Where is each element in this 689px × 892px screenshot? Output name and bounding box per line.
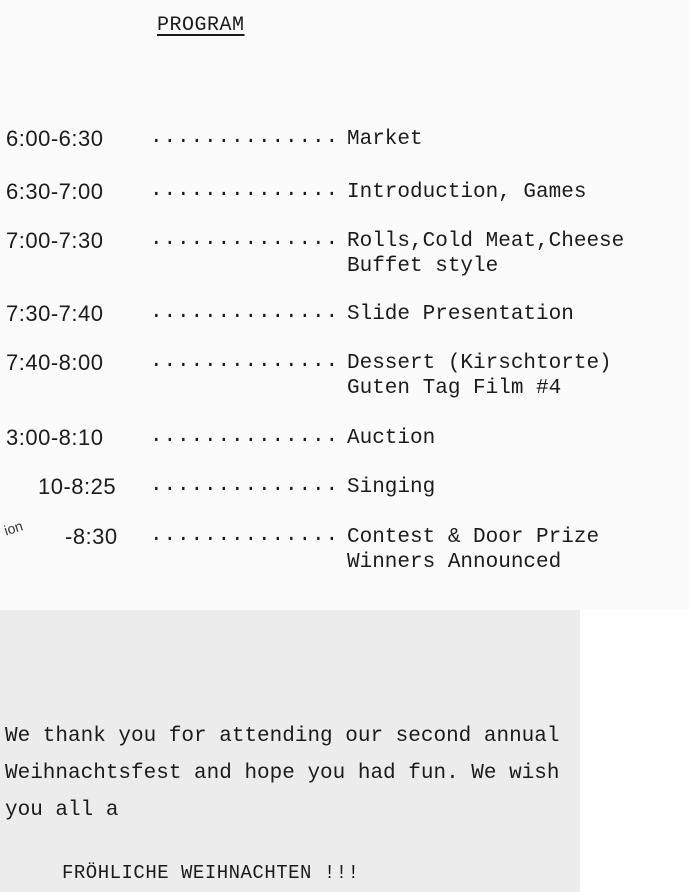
schedule-activity <box>347 525 599 575</box>
schedule-time: 7:40-8:00 <box>6 350 104 375</box>
activity-line: Buffet style <box>347 255 499 278</box>
activity-line: Market <box>347 128 423 151</box>
activity-line: Slide Presentation <box>347 303 574 326</box>
leader-dots: .............. <box>150 179 340 202</box>
schedule-activity <box>347 426 435 451</box>
schedule-activity <box>347 229 624 279</box>
schedule-time: 6:00-6:30 <box>6 126 104 151</box>
activity-line: Dessert (Kirschtorte) <box>347 352 612 375</box>
schedule-activity <box>347 302 574 327</box>
leader-dots: .............. <box>150 126 340 149</box>
torn-edge-fragment: ion <box>1 517 25 539</box>
leader-dots: .............. <box>150 301 340 324</box>
schedule-time: 7:30-7:40 <box>6 301 104 326</box>
leader-dots: .............. <box>150 425 340 448</box>
schedule-time: 6:30-7:00 <box>6 179 104 204</box>
leader-dots: .............. <box>150 228 340 251</box>
paper-lower-right-panel <box>580 610 689 892</box>
activity-line: Rolls,Cold Meat,Cheese <box>347 230 625 253</box>
schedule-activity <box>347 351 612 401</box>
activity-line: Guten Tag Film #4 <box>347 377 562 400</box>
schedule-time: 3:00-8:10 <box>6 425 104 450</box>
schedule-activity <box>347 127 423 152</box>
page-title: PROGRAM <box>157 14 245 37</box>
schedule-time: -8:30 <box>65 524 118 549</box>
activity-line: Introduction, Games <box>347 181 587 204</box>
activity-line: Winners Announced <box>347 551 562 574</box>
schedule-activity <box>347 475 435 500</box>
activity-line: Singing <box>347 476 436 499</box>
closing-greeting: FRÖHLICHE WEIHNACHTEN !!! <box>62 862 360 884</box>
schedule-time: 10-8:25 <box>38 474 117 499</box>
activity-line: Auction <box>347 427 436 450</box>
activity-line: Contest & Door Prize <box>347 526 600 549</box>
schedule-time: 7:00-7:30 <box>6 228 104 253</box>
thank-you-note: We thank you for attending our second annual Weihnachtsfest and hope you had fun. We wish you all a <box>5 725 560 822</box>
schedule-activity <box>347 180 586 205</box>
leader-dots: .............. <box>150 474 340 497</box>
leader-dots: .............. <box>150 524 340 547</box>
leader-dots: .............. <box>150 350 340 373</box>
